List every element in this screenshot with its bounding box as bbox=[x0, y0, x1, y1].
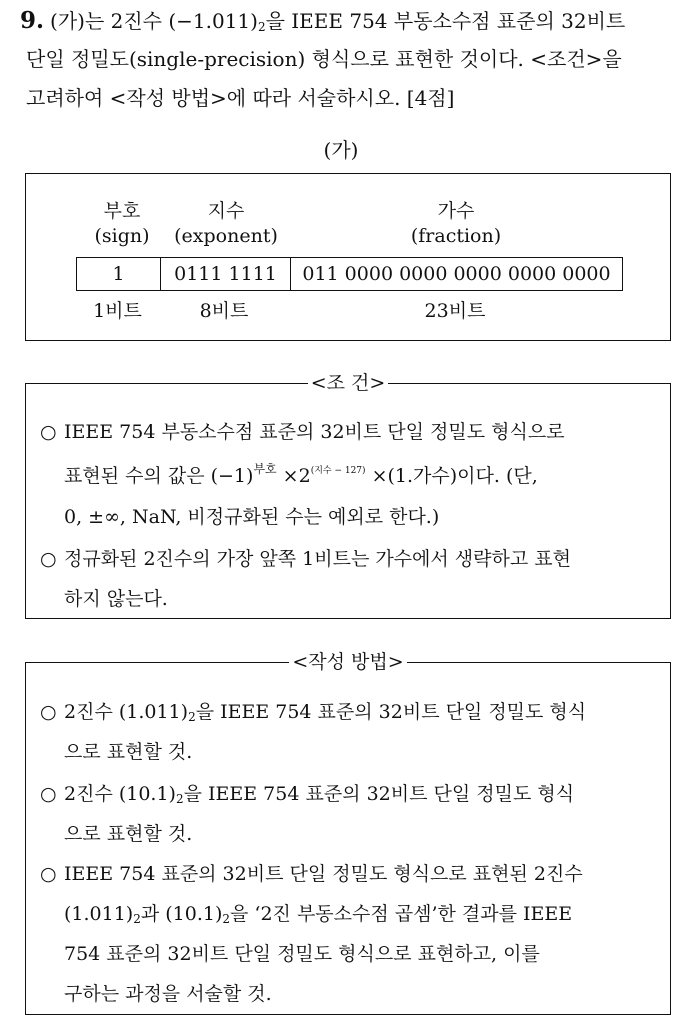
ieee754-figure bbox=[25, 173, 671, 341]
bullet-icon: ○ bbox=[40, 421, 57, 443]
method-item-1: ○ 2진수 $(1.011)_2$을 IEEE 754 표준의 32비트 단일 정밀도 형식 bbox=[40, 701, 587, 724]
condition-item-1-line-2: 표현된 수의 값은 $(-1)^{부호} \times 2^{(지수 - 127)} \times(1$.가수)이다. (단, bbox=[64, 462, 538, 487]
method-title: <작성 방법> bbox=[26, 648, 670, 676]
method-box bbox=[25, 651, 671, 1015]
exponent-bits-cell: 0111 1111 bbox=[160, 258, 290, 290]
question-number: 9. bbox=[20, 7, 45, 34]
question-text-1a: (가)는 2진수 (−1.011) bbox=[50, 9, 258, 33]
method-item-2-line-2: 으로 표현할 것. bbox=[64, 823, 193, 845]
bit-field-row bbox=[76, 257, 623, 291]
condition-item-1-line-3: 0, ±∞, NaN, 비정규화된 수는 예외로 한다.) bbox=[64, 506, 440, 528]
fraction-bits-cell: 011 0000 0000 0000 0000 0000 bbox=[290, 258, 622, 290]
condition-item-2: ○ 정규화된 2진수의 가장 앞쪽 1비트는 가수에서 생략하고 표현 bbox=[40, 548, 571, 570]
condition-item-2-line-2: 하지 않는다. bbox=[64, 588, 168, 610]
conditions-title: <조 건> bbox=[26, 369, 670, 397]
question-text-1b: 을 IEEE 754 부동소수점 표준의 32비트 bbox=[265, 9, 626, 33]
method-item-3-line-4: 구하는 과정을 서술할 것. bbox=[64, 983, 272, 1005]
method-item-3-line-2: $(1.011)_2$과 $(10.1)_2$을 ‘2진 부동소수점 곱셈’한 결과를 IEEE bbox=[64, 903, 573, 926]
bullet-icon: ○ bbox=[40, 783, 57, 805]
fraction-bit-width: 23비트 bbox=[424, 300, 486, 322]
sign-header: 부호 (sign) bbox=[94, 200, 150, 247]
method-item-1-line-2: 으로 표현할 것. bbox=[64, 741, 193, 763]
bullet-icon: ○ bbox=[40, 863, 57, 885]
bullet-icon: ○ bbox=[40, 548, 57, 570]
question-line-1 bbox=[20, 6, 625, 42]
figure-label: (가) bbox=[323, 138, 359, 162]
fraction-header: 가수 (fraction) bbox=[410, 200, 502, 247]
exponent-header: 지수 (exponent) bbox=[174, 200, 278, 247]
question-line-2: 단일 정밀도(single-precision) 형식으로 표현한 것이다. <조건>을 bbox=[26, 47, 622, 71]
method-item-3-line-3: 754 표준의 32비트 단일 정밀도 형식으로 표현하고, 이를 bbox=[64, 943, 540, 965]
method-item-2: ○ 2진수 $(10.1)_2$을 IEEE 754 표준의 32비트 단일 정밀도 형식 bbox=[40, 783, 575, 806]
question-line-3: 고려하여 <작성 방법>에 따라 서술하시오. [4점] bbox=[26, 86, 455, 110]
sign-bit-cell: 1 bbox=[112, 263, 125, 285]
exponent-bit-width: 8비트 bbox=[199, 300, 249, 322]
conditions-box bbox=[25, 372, 671, 619]
sign-bit-width: 1비트 bbox=[93, 300, 142, 322]
method-item-3: ○ IEEE 754 표준의 32비트 단일 정밀도 형식으로 표현된 2진수 bbox=[40, 863, 583, 885]
condition-item-1: ○ IEEE 754 부동소수점 표준의 32비트 단일 정밀도 형식으로 bbox=[40, 421, 565, 443]
subscript-base-2: 2 bbox=[257, 20, 266, 34]
bullet-icon: ○ bbox=[40, 701, 57, 723]
